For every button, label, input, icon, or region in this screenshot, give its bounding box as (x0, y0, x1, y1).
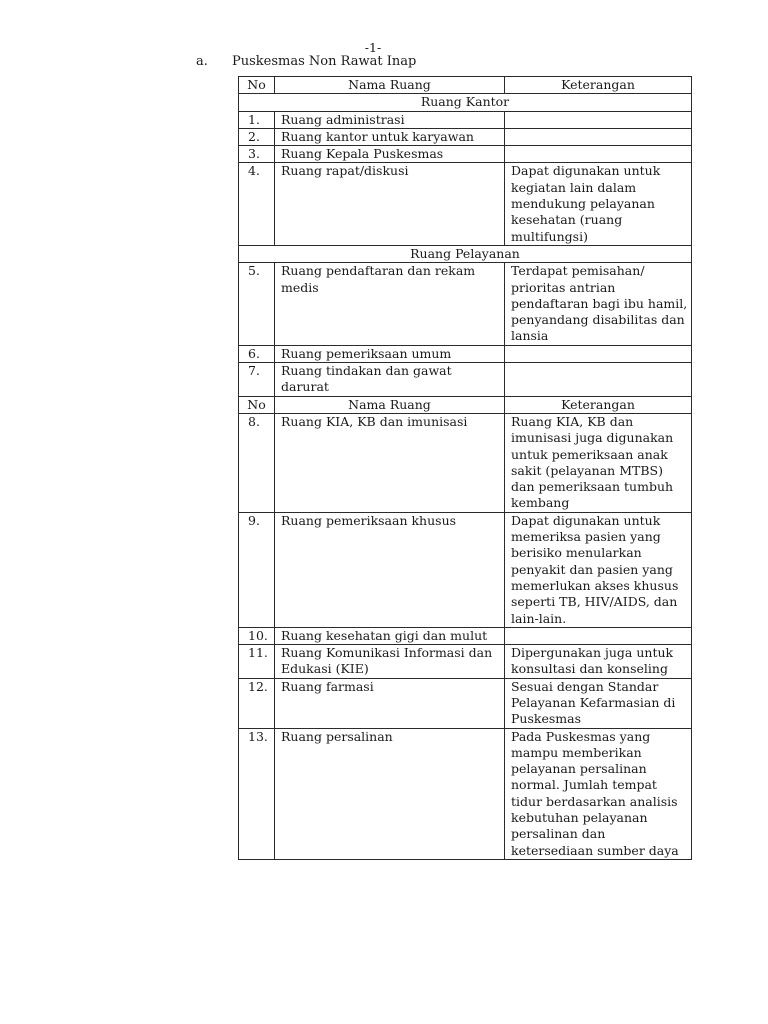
table-header-row (239, 77, 692, 94)
row-no: 6. (239, 345, 275, 362)
table-row (239, 645, 692, 679)
row-name: Ruang tindakan dan gawat darurat (275, 363, 505, 397)
table-row (239, 345, 692, 362)
section-title: Puskesmas Non Rawat Inap (232, 54, 417, 69)
row-no: 11. (239, 645, 275, 679)
room-table (238, 76, 692, 860)
row-ket (505, 146, 692, 163)
row-ket: Dipergunakan juga untuk konsultasi dan konseling (505, 645, 692, 679)
row-name: Ruang persalinan (275, 728, 505, 859)
row-name: Ruang pemeriksaan khusus (275, 512, 505, 627)
header-no: No (239, 77, 275, 94)
row-ket: Sesuai dengan Standar Pelayanan Kefarmasian di Puskesmas (505, 678, 692, 728)
table-row (239, 146, 692, 163)
page-number-text: -1- (364, 40, 382, 55)
row-no: 3. (239, 146, 275, 163)
table-row (239, 363, 692, 397)
row-ket: Dapat digunakan untuk memeriksa pasien yang berisiko menularkan penyakit dan pasien yang memerlukan akses khusus seperti TB, HIV/AIDS, dan lain-lain. (505, 512, 692, 627)
table-row (239, 128, 692, 145)
row-ket (505, 363, 692, 397)
row-name: Ruang KIA, KB dan imunisasi (275, 413, 505, 512)
row-no: 7. (239, 363, 275, 397)
table-row (239, 678, 692, 728)
row-name: Ruang administrasi (275, 111, 505, 128)
row-ket: Dapat digunakan untuk kegiatan lain dalam mendukung pelayanan kesehatan (ruang multifungsi) (505, 163, 692, 245)
row-ket: Ruang KIA, KB dan imunisasi juga digunakan untuk pemeriksaan anak sakit (pelayanan MTBS) dan pemeriksaan tumbuh kembang (505, 413, 692, 512)
row-ket (505, 345, 692, 362)
row-name: Ruang farmasi (275, 678, 505, 728)
row-name: Ruang pendaftaran dan rekam medis (275, 263, 505, 345)
header-ket: Keterangan (505, 396, 692, 413)
header-name: Nama Ruang (275, 396, 505, 413)
row-name: Ruang kesehatan gigi dan mulut (275, 627, 505, 644)
row-no: 5. (239, 263, 275, 345)
row-no: 1. (239, 111, 275, 128)
row-ket (505, 111, 692, 128)
row-ket: Pada Puskesmas yang mampu memberikan pelayanan persalinan normal. Jumlah tempat tidur berdasarkan analisis kebutuhan pelayanan persalinan dan ketersediaan sumber daya (505, 728, 692, 859)
table-row (239, 512, 692, 627)
table-row (239, 263, 692, 345)
table-row (239, 728, 692, 859)
row-no: 10. (239, 627, 275, 644)
row-name: Ruang Kepala Puskesmas (275, 146, 505, 163)
section-row (239, 245, 692, 262)
table-row (239, 413, 692, 512)
row-no: 8. (239, 413, 275, 512)
row-name: Ruang Komunikasi Informasi dan Edukasi (KIE) (275, 645, 505, 679)
section-title-kantor: Ruang Kantor (239, 94, 692, 111)
table-header-row-repeat (239, 396, 692, 413)
header-name: Nama Ruang (275, 77, 505, 94)
row-no: 12. (239, 678, 275, 728)
row-no: 2. (239, 128, 275, 145)
row-name: Ruang rapat/diskusi (275, 163, 505, 245)
section-title-pelayanan: Ruang Pelayanan (239, 245, 692, 262)
row-ket (505, 128, 692, 145)
table-row (239, 111, 692, 128)
row-name: Ruang pemeriksaan umum (275, 345, 505, 362)
table-row (239, 627, 692, 644)
table-row (239, 163, 692, 245)
row-no: 13. (239, 728, 275, 859)
section-letter: a. (196, 54, 208, 69)
row-name: Ruang kantor untuk karyawan (275, 128, 505, 145)
row-ket (505, 627, 692, 644)
section-heading (196, 54, 416, 70)
row-ket: Terdapat pemisahan/ prioritas antrian pendaftaran bagi ibu hamil, penyandang disabilitas dan lansia (505, 263, 692, 345)
header-no: No (239, 396, 275, 413)
section-row (239, 94, 692, 111)
header-ket: Keterangan (505, 77, 692, 94)
row-no: 9. (239, 512, 275, 627)
row-no: 4. (239, 163, 275, 245)
